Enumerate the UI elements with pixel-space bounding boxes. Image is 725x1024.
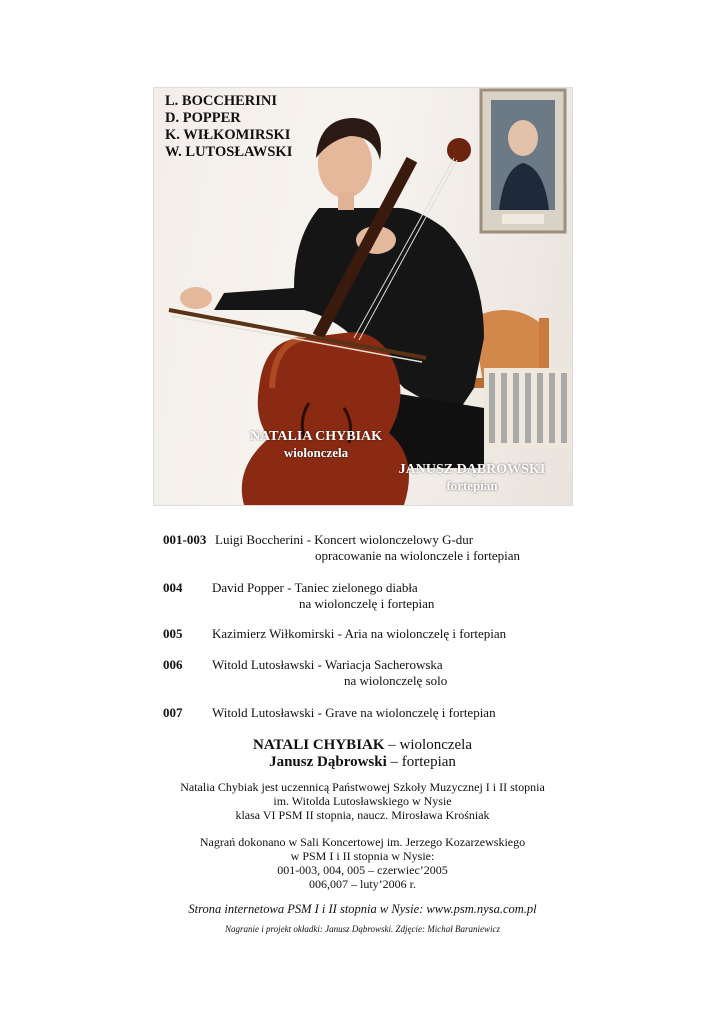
performer-pianist-role: – fortepian (386, 754, 456, 770)
school-info-line: klasa VI PSM II stopnia, naucz. Mirosława Krośniak (235, 808, 490, 822)
recording-info-line: Nagrań dokonano w Sali Koncertowej im. Jerzego Kozarzewskiego (199, 835, 526, 849)
recording-info-line: w PSM I i II stopnia w Nysie: (290, 849, 435, 863)
track-subtitle: na wiolonczelę solo (344, 673, 448, 688)
performer-line-soloist (150, 737, 575, 754)
composer-name: K. WIŁKOMIRSKI (165, 127, 291, 143)
school-info-line: Natalia Chybiak jest uczennicą Państwowej Szkoły Muzycznej I i II stopnia (180, 780, 545, 794)
track-number: 004 (163, 580, 183, 595)
recording-info (150, 835, 575, 891)
composer-name: L. BOCCHERINI (165, 93, 277, 109)
cover-pianist-role: fortepian (446, 478, 498, 493)
track-subtitle: na wiolonczelę i fortepian (299, 596, 435, 611)
track-number: 007 (163, 705, 183, 720)
composer-name: D. POPPER (165, 110, 241, 126)
performer-line-pianist (150, 754, 575, 771)
composer-list (165, 93, 292, 161)
track-number: 006 (163, 657, 183, 672)
performer-soloist-name: NATALI CHYBIAK (252, 737, 385, 753)
cover-pianist-caption (392, 462, 552, 494)
track-number: 001-003 (163, 532, 207, 547)
track-title: Witold Lutosławski - Grave na wiolonczelę i fortepian (212, 705, 496, 720)
track-subtitle: opracowanie na wiolonczele i fortepian (315, 548, 521, 563)
cover-soloist-name: NATALIA CHYBIAK (249, 429, 383, 444)
performer-soloist-role: – wiolonczela (384, 737, 472, 753)
cover-soloist-caption (246, 429, 386, 461)
track-title: David Popper - Taniec zielonego diabła (212, 580, 418, 595)
wall-portrait (481, 90, 565, 232)
composer-name: W. LUTOSŁAWSKI (165, 144, 293, 160)
cover-soloist-role: wiolonczela (283, 445, 349, 460)
track-title: Witold Lutosławski - Wariacja Sacherowska (212, 657, 443, 672)
cover-photo (153, 87, 573, 506)
school-info (150, 780, 575, 822)
track-number: 005 (163, 626, 183, 641)
cover-pianist-name: JANUSZ DĄBROWSKI (398, 462, 546, 477)
performer-pianist-name: Janusz Dąbrowski (269, 754, 387, 770)
credits-line: Nagranie i projekt okładki: Janusz Dąbrowski. Zdjęcie: Michał Baraniewicz (224, 924, 501, 934)
recording-info-line: 006,007 – luty’2006 r. (309, 877, 416, 891)
background-instrument (484, 368, 572, 448)
recording-info-line: 001-003, 004, 005 – czerwiec’2005 (277, 863, 448, 877)
track-title: Luigi Boccherini - Koncert wiolonczelowy G-dur (215, 532, 474, 547)
track-title: Kazimierz Wiłkomirski - Aria na wiolonczelę i fortepian (212, 626, 507, 641)
school-info-line: im. Witolda Lutosławskiego w Nysie (273, 794, 452, 808)
performers-block (150, 737, 575, 771)
website-line: Strona internetowa PSM I i II stopnia w Nysie: www.psm.nysa.com.pl (188, 902, 537, 916)
